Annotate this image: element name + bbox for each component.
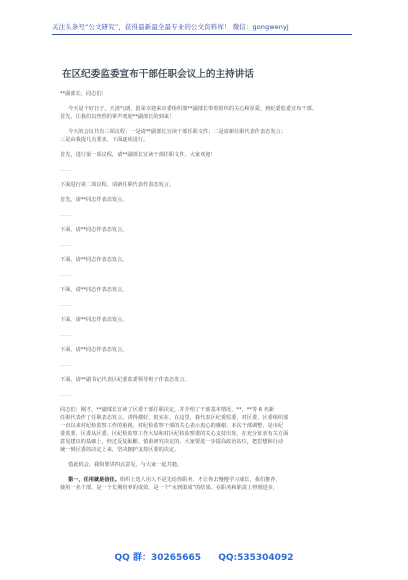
promo-banner: 关注头条号“公文研究”，获得最新最全最专业的公文资料库！ 微信：gongwenyj bbox=[52, 22, 352, 35]
paragraph-line: 意见建议的基础上，经过反复酝酿、慎重研究决定的。大家要进一步提高政治站位，把思想和行动 bbox=[60, 439, 284, 445]
speaker-line: 下面，请**同志作表态发言。 bbox=[60, 347, 128, 353]
document-title: 在区纪委监委宣布干部任职会议上的主持讲话 bbox=[62, 69, 254, 80]
paragraph-line: 一直以来对纪检监察工作的重视，对纪检监察干部的关心表示衷心的感谢。本次干部调整，是市纪 bbox=[60, 423, 284, 429]
speaker-line: 首先，请**同志作表态发言。 bbox=[60, 197, 128, 203]
ellipsis: …… bbox=[60, 167, 72, 173]
paragraph-line: 统一到区委的决定上来，坚决拥护支持区委的决定。 bbox=[60, 447, 180, 453]
ellipsis: …… bbox=[60, 272, 72, 278]
paragraph-line: 三是由我提几点要求，下面逐项进行。 bbox=[60, 137, 149, 143]
point-heading: 第一，任用就是信任。 bbox=[68, 477, 120, 483]
paragraph-line: 使用一名干部，是一个长期培养的成效，是一个“水到渠成”的结果。在职务和职责上得到进步， bbox=[60, 485, 279, 491]
paragraph-line bbox=[60, 476, 352, 484]
speaker-line: 下面，请**同志作表态发言。 bbox=[60, 287, 128, 293]
ellipsis: …… bbox=[60, 242, 72, 248]
ellipsis: …… bbox=[60, 212, 72, 218]
speaker-line: 下面，请**副书记代表区纪委监委领导班子作表态发言。 bbox=[60, 377, 190, 383]
paragraph-line: 同志们：刚才，**副部长宣读了区委干部任职决定，并介绍了干部基本情况，**、**等 6 名新 bbox=[60, 407, 275, 413]
paragraph-line: 今天的会议共有三项议程：一是请**副部长宣读干部任职文件；二是请新任职代表作表态发言； bbox=[68, 129, 286, 135]
ellipsis: …… bbox=[60, 332, 72, 338]
paragraph-line: 委监委、区委从区委、区纪检监察工作大局和对区纪检监察委的关心支持出发，在充分征求有关方面 bbox=[60, 431, 289, 437]
paragraph-line: 任职代表作了任职表态发言，讲得都好、很实在。在这里，我代表区纪委监委，对区委、区委组织部 bbox=[60, 415, 289, 421]
qq-group-link[interactable]: QQ 群：30265665 bbox=[114, 553, 202, 563]
agenda-line: 下面进行第二项议程，请新任职代表作表态发言。 bbox=[60, 182, 175, 188]
paragraph-line: 今天是个好日子，天清气朗，很荣幸迎来市委组织部**副部长带着组织的关心和厚爱，到纪委监委宣布干部。 bbox=[68, 106, 318, 112]
speaker-line: 下面，请**同志作表态发言。 bbox=[60, 257, 128, 263]
speaker-line: 下面，请**同志作表态发言。 bbox=[60, 227, 128, 233]
qq-link[interactable]: QQ:535304092 bbox=[218, 553, 294, 563]
paragraph-text: 组织上选人用人不是先给你职务，才让你去慢慢学习成长，我们推荐、 bbox=[119, 477, 281, 483]
speaker-line: 下面，请**同志作表态发言。 bbox=[60, 317, 128, 323]
ellipsis: …… bbox=[60, 302, 72, 308]
ellipsis: …… bbox=[60, 392, 72, 398]
greeting: **副部长、同志们： bbox=[60, 91, 107, 97]
paragraph-line: 借此机会，我简要讲四点意见，与大家一起共勉。 bbox=[68, 462, 183, 468]
document-body bbox=[60, 90, 352, 492]
agenda-line: 首先，进行第一项议程，请**副部长宣读干部任职文件，大家欢迎！ bbox=[60, 152, 216, 158]
paragraph-line: 首先，让我们以热烈的掌声欢迎**副部长的到来！ bbox=[60, 114, 175, 120]
contact-footer bbox=[0, 550, 408, 563]
ellipsis: …… bbox=[60, 362, 72, 368]
